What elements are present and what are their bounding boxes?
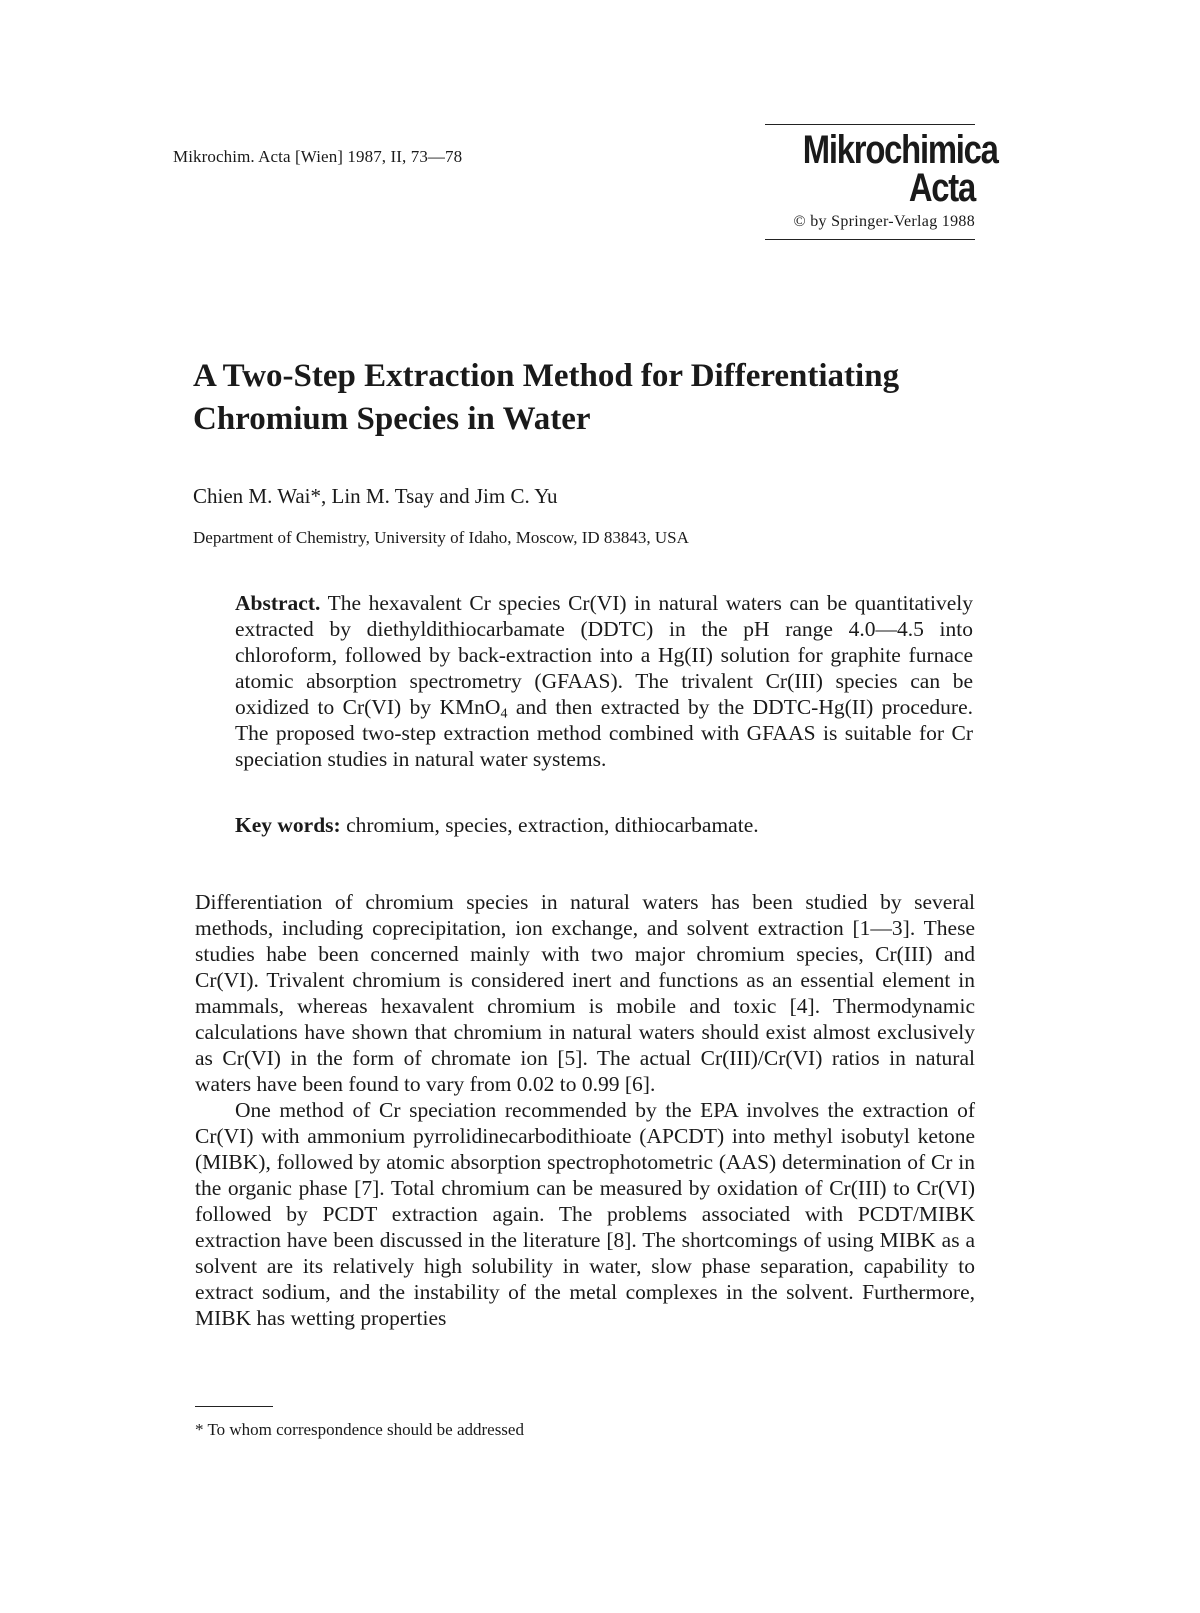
author-affiliation: Department of Chemistry, University of Idaho, Moscow, ID 83843, USA — [193, 528, 689, 547]
abstract-text-part2: and then extracted by the DDTC-Hg(II) procedure. The proposed two-step extraction method combined with GFAAS is suitable for Cr speciation studies in natural water systems. — [235, 695, 974, 771]
keywords — [235, 812, 973, 838]
abstract-label: Abstract. — [235, 591, 321, 615]
copyright-notice: © by Springer-Verlag 1988 — [793, 213, 975, 230]
journal-name-line1: Mikrochimica — [802, 128, 998, 172]
article-title: A Two-Step Extraction Method for Differentiating Chromium Species in Water — [193, 358, 900, 437]
abstract-text-part1: The hexavalent Cr species Cr(VI) in natural waters can be quantitatively extracted by diethyldithiocarbamate (DDTC) in the pH range 4.0—4.5 into chloroform, followed by back-extraction into a Hg(II) solution for graphite furnace atomic absorption spectrometry (GFAAS). The trivalent Cr(III) species can be oxidized to Cr(VI) by KMnO — [235, 591, 973, 719]
abstract-subscript: 4 — [500, 706, 508, 722]
body-paragraph-2: One method of Cr speciation recommended by the EPA involves the extraction of Cr(VI) with ammonium pyrrolidinecarbodithioate (APCDT) into methyl isobutyl ketone (MIBK), followed by atomic absorption spectrophotometric (AAS) determination of Cr in the organic phase [7]. Total chromium can be measured by oxidation of Cr(III) to Cr(VI) followed by PCDT extraction again. The problems associated with PCDT/MIBK extraction have been discussed in the literature [8]. The shortcomings of using MIBK as a solvent are its relatively high solubility in water, slow phase separation, capability to extract sodium, and the instability of the metal complexes in the solvent. Furthermore, MIBK has wetting properties — [195, 1098, 975, 1330]
keywords-label: Key words: — [235, 813, 341, 837]
body-text — [195, 889, 975, 1331]
footnote: * To whom correspondence should be addressed — [195, 1420, 524, 1439]
body-paragraph-1: Differentiation of chromium species in natural waters has been studied by several methods, including coprecipitation, ion exchange, and solvent extraction [1—3]. These studies habe been concerned mainly with two major chromium species, Cr(III) and Cr(VI). Trivalent chromium is considered inert and functions as an essential element in mammals, whereas hexavalent chromium is mobile and toxic [4]. Thermodynamic calculations have shown that chromium in natural waters should exist almost exclusively as Cr(VI) in the form of chromate ion [5]. The actual Cr(III)/Cr(VI) ratios in natural waters have been found to vary from 0.02 to 0.99 [6]. — [195, 890, 975, 1096]
journal-name-line2: Acta — [908, 166, 975, 210]
journal-logo — [765, 124, 998, 240]
journal-citation: Mikrochim. Acta [Wien] 1987, II, 73—78 — [173, 147, 463, 166]
footnote-divider — [195, 1406, 273, 1407]
keywords-text: chromium, species, extraction, dithiocarbamate. — [340, 813, 759, 837]
article-authors: Chien M. Wai*, Lin M. Tsay and Jim C. Yu — [193, 484, 558, 508]
abstract — [235, 590, 973, 772]
